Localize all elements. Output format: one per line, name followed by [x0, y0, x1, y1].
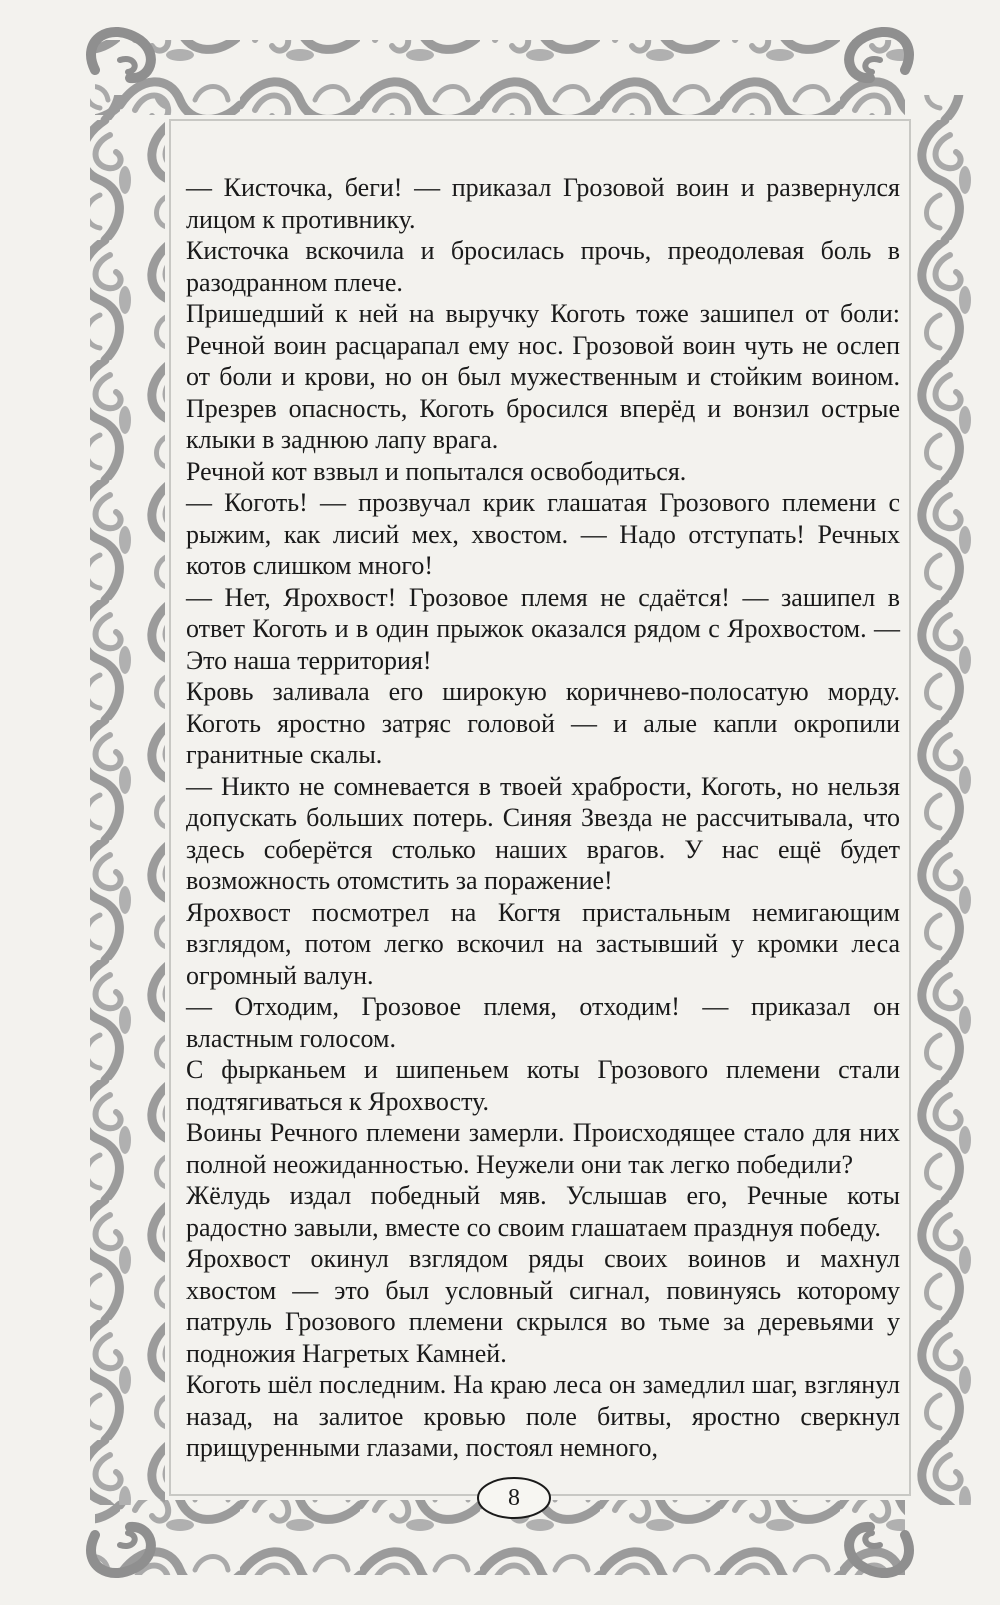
page-number: 8	[508, 1485, 520, 1511]
paragraph: Кисточка вскочила и бросилась прочь, преодолевая боль в разодранном плече.	[186, 236, 900, 297]
body-text	[186, 172, 900, 1462]
paragraph: Жёлудь издал победный мяв. Услышав его, Речные коты радостно завыли, вместе со своим глашатаем празднуя победу.	[186, 1181, 900, 1242]
frame-left-band	[90, 95, 165, 1505]
paragraph: — Никто не сомневается в твоей храбрости, Коготь, но нельзя допускать больших потерь. Синяя Звезда не рассчитывала, что здесь соберётся столько наших врагов. У нас ещё будет возможность отомстить за поражение!	[186, 771, 900, 895]
paragraph: С фырканьем и шипеньем коты Грозового племени стали подтягиваться к Ярохвосту.	[186, 1055, 900, 1116]
paragraph: — Отходим, Грозовое племя, отходим! — приказал он властным голосом.	[186, 992, 900, 1053]
frame-right-band	[915, 95, 975, 1505]
paragraph: — Коготь! — прозвучал крик глашатая Грозового племени с рыжим, как лисий мех, хвостом. — Надо отступать! Речных котов слишком много!	[186, 488, 900, 580]
paragraph: — Нет, Ярохвост! Грозовое племя не сдаётся! — зашипел в ответ Коготь и в один прыжок оказался рядом с Ярохвостом. — Это наша территория!	[186, 582, 900, 675]
paragraph: Ярохвост окинул взглядом ряды своих воинов и махнул хвостом — это был условный сигнал, повинуясь которому патруль Грозового племени скрылся во тьме за деревьями у подножия Нагретых Камней.	[186, 1244, 900, 1368]
paragraph: Речной кот взвыл и попытался освободиться.	[186, 456, 687, 486]
paragraph: Кровь заливала его широкую коричнево-полосатую морду. Коготь яростно затряс головой — и алые капли окропили гранитные скалы.	[186, 677, 900, 769]
paragraph: Воины Речного племени замерли. Происходящее стало для них полной неожиданностью. Неужели они так легко победили?	[186, 1118, 900, 1179]
paragraph: Ярохвост посмотрел на Когтя пристальным немигающим взглядом, потом легко вскочил на застывший у кромки леса огромный валун.	[186, 897, 900, 990]
page-number-badge	[474, 1475, 554, 1521]
frame-top-band	[95, 40, 905, 115]
paragraph: Коготь шёл последним. На краю леса он замедлил шаг, взглянул назад, на залитое кровью поле битвы, яростно сверкнул прищуренными глазами, постоял немного,	[186, 1370, 900, 1462]
paragraph: — Кисточка, беги! — приказал Грозовой воин и развернулся лицом к противнику.	[186, 173, 900, 234]
paragraph: Пришедший к ней на выручку Коготь тоже зашипел от боли: Речной воин расцарапал ему нос. Грозовой воин чуть не ослеп от боли и крови, но он был мужественным и стойким воином. Презрев опасность, Коготь бросился вперёд и вонзил острые клыки в заднюю лапу врага.	[186, 299, 900, 454]
